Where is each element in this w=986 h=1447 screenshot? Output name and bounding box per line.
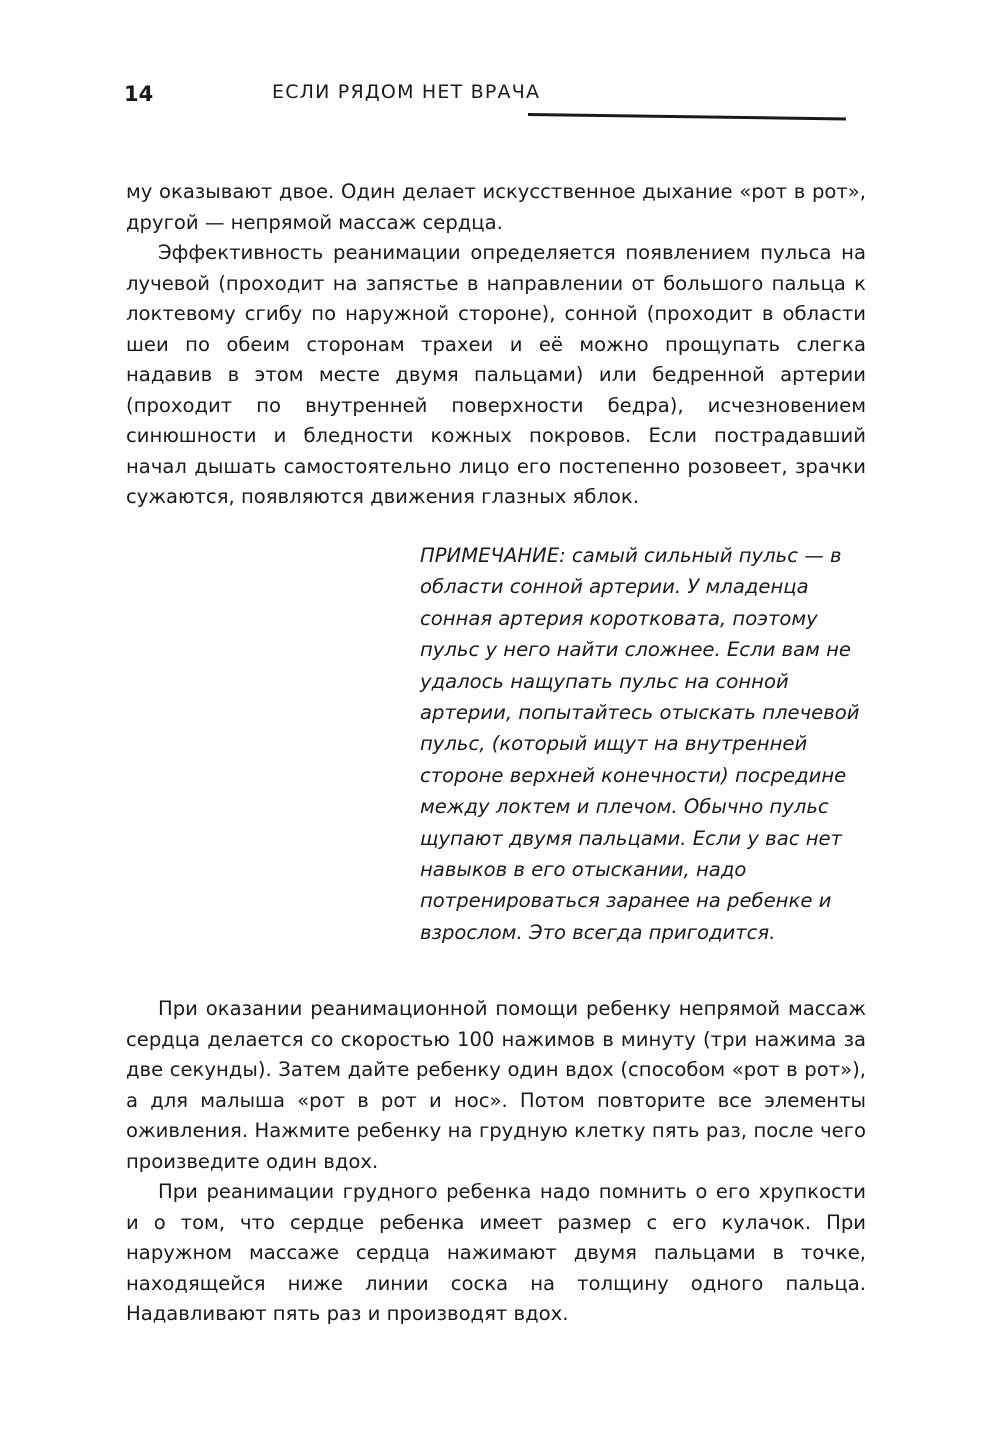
paragraph-child-resuscitation: При оказании реанимационной помощи ребенку непрямой массаж сердца делается со скоростью 100 нажимов в минуту (три нажима за две секунды). Затем дайте ребенку один вдох (способом «рот в рот»), а для малыша «рот в рот и нос». Потом повторите все элементы оживления. Нажмите ребенку на грудную клетку пять раз, после чего произведите один вдох.: [126, 997, 866, 1173]
note-block: ПРИМЕЧАНИЕ: самый сильный пульс — в области сонной артерии. У младенца сонная артерия коротковата, поэтому пульс у него найти сложнее. Если вам не удалось нащупать пульс на сонной артерии, попытайтесь отыскать плечевой пульс, (который ищут на внутренней стороне верхней конечности) посредине между локтем и плечом. Обычно пульс щупают двумя пальцами. Если у вас нет навыков в его отыскании, надо потренироваться заранее на ребенке и взрослом. Это всегда пригодится.: [420, 544, 860, 944]
paragraph-continuation: му оказывают двое. Один делает искусственное дыхание «рот в рот», другой — непрямой массаж сердца.: [126, 180, 866, 234]
running-title: ЕСЛИ РЯДОМ НЕТ ВРАЧА: [272, 81, 541, 103]
paragraph-infant-resuscitation: При реанимации грудного ребенка надо помнить о его хрупкости и о том, что сердце ребенка имеет размер с его кулачок. При наружном массаже сердца нажимают двумя пальцами в точке, находящейся ниже линии соска на толщину одного пальца. Надавливают пять раз и производят вдох.: [126, 1180, 866, 1325]
page-number: 14: [124, 82, 154, 106]
main-text-bottom: [126, 994, 866, 1330]
paragraph-effectiveness: Эффективность реанимации определяется появлением пульса на лучевой (проходит на запястье в направлении от большого пальца к локтевому сгибу по наружной стороне), сонной (проходит в области шеи по обеим сторонам трахеи и её можно прощупать слегка надавив в этом месте двумя пальцами) или бедренной артерии (проходит по внутренней поверхности бедра), исчезновением синюшности и бледности кожных покровов. Если пострадавший начал дышать самостоятельно лицо его постепенно розовеет, зрачки сужаются, появляются движения глазных яблок.: [126, 241, 866, 508]
header-rule: [528, 113, 846, 120]
main-text-top: [126, 177, 866, 513]
